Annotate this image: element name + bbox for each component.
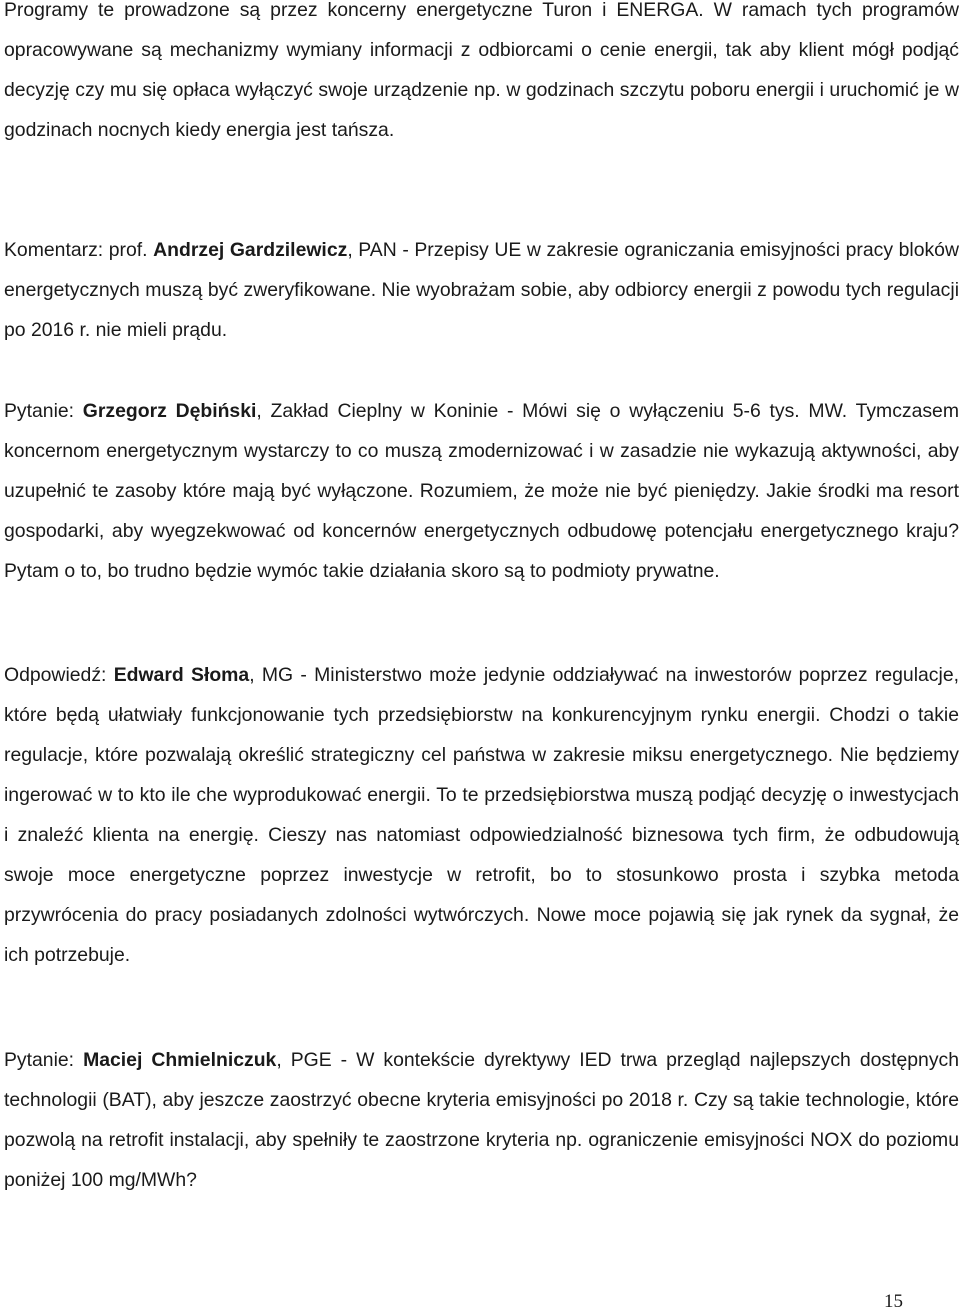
paragraph-text: , MG - Ministerstwo może jedynie oddziaływać na inwestorów poprzez regulacje, które będą ułatwiały funkcjonowanie tych przedsiębiorstw na konkurencyjnym rynku energii. Chodzi o takie regulacje, które pozwalają określić strategiczny cel państwa w zakresie miksu energetycznego. Nie będziemy ingerować w to kto ile che wyprodukować energii. To te przedsiębiorstwa muszą podjąć decyzję o inwestycjach i znaleźć klienta na energię. Cieszy nas natomiast odpowiedzialność biznesowa tych firm, że odbudowują swoje moce energetyczne poprzez inwestycje w retrofit, bo to stosunkowo prosta i szybka metoda przywrócenia do pracy posiadanych zdolności wytwórczych. Nowe moce pojawią się jak rynek da sygnał, że ich potrzebuje. — [4, 664, 959, 966]
paragraph-label: Pytanie: — [4, 400, 83, 422]
paragraph-programs — [4, 0, 959, 150]
paragraph-question-debinski — [4, 391, 959, 591]
speaker-name: Maciej Chmielniczuk — [83, 1049, 277, 1071]
speaker-name: Edward Słoma — [113, 664, 250, 686]
paragraph-question-chmielniczuk — [4, 1040, 959, 1200]
paragraph-text: , Zakład Cieplny w Koninie - Mówi się o wyłączeniu 5-6 tys. MW. Tymczasem koncernom energetycznym wystarczy to co muszą zmodernizować i w zasadzie nie wykazują aktywności, aby uzupełnić te zasoby które mają być wyłączone. Rozumiem, że może nie być pieniędzy. Jakie środki ma resort gospodarki, aby wyegzekwować od koncernów energetycznych odbudowę potencjału energetycznego kraju? Pytam o to, bo trudno będzie wymóc takie działania skoro są to podmioty prywatne. — [4, 400, 959, 582]
paragraph-text: Programy te prowadzone są przez koncerny energetyczne Turon i ENERGA. W ramach tych programów opracowywane są mechanizmy wymiany informacji z odbiorcami o cenie energii, tak aby klient mógł podjąć decyzję czy mu się opłaca wyłączyć swoje urządzenie np. w godzinach szczytu poboru energii i uruchomić je w godzinach nocnych kiedy energia jest tańsza. — [4, 0, 959, 141]
paragraph-comment-gardzilewicz — [4, 230, 959, 350]
paragraph-answer-sloma — [4, 655, 959, 975]
page-number: 15 — [884, 1291, 903, 1312]
speaker-name: Andrzej Gardzilewicz — [153, 239, 348, 261]
speaker-name: Grzegorz Dębiński — [82, 400, 257, 422]
paragraph-text: , PGE - W kontekście dyrektywy IED trwa przegląd najlepszych dostępnych technologii (BAT), aby jeszcze zaostrzyć obecne kryteria emisyjności po 2018 r. Czy są takie technologie, które pozwolą na retrofit instalacji, aby spełniły te zaostrzone kryteria np. ograniczenie emisyjności NOX do poziomu poniżej 100 mg/MWh? — [4, 1049, 959, 1191]
paragraph-text: , PAN - Przepisy UE w zakresie ograniczania emisyjności pracy bloków energetycznych muszą być zweryfikowane. Nie wyobrażam sobie, aby odbiorcy energii z powodu tych regulacji po 2016 r. nie mieli prądu. — [4, 239, 959, 341]
paragraph-label: Komentarz: prof. — [4, 239, 154, 261]
paragraph-label: Odpowiedź: — [4, 664, 114, 686]
paragraph-label: Pytanie: — [4, 1049, 84, 1071]
